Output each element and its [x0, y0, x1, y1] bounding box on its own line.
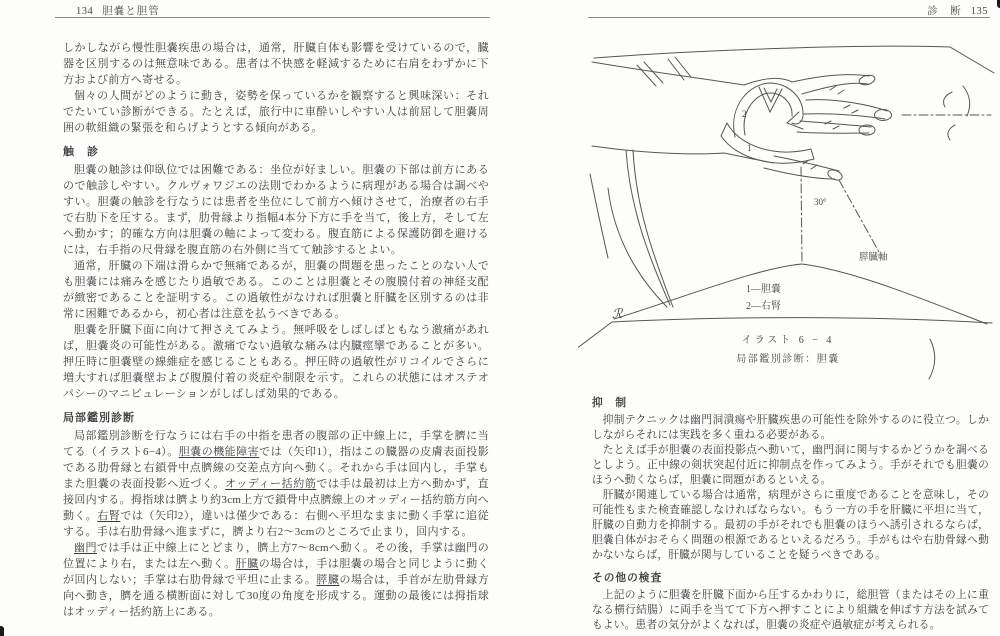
paragraph — [63, 322, 489, 402]
legend-right-kidney: 2—右腎 — [746, 301, 781, 312]
text-column-left — [63, 40, 489, 620]
sleeve-cuff-lines — [637, 57, 691, 86]
text-run: 抑制テクニックは幽門洞潰瘍や肝臓疾患の可能性を除外するのに役立つ。しかしながらそれには実践を多く重ねる必要がある。 — [592, 414, 989, 441]
page-number-left: 134 — [76, 6, 94, 17]
underlined-term: 右腎 — [97, 510, 121, 522]
text-run: 胆嚢の触診は仰臥位では困難である：坐位が好ましい。胆嚢の下部は前方にあるので触診しやすい。クルヴォワジエの法則でわかるように病理がある場合は調べやすい。胆嚢の触診を行なうには患者を坐位にして前方へ傾けさせて，治療者の右手で右肋下を圧する。まず，肋骨縁より指幅4本分下方に手を当て，後上方，そして左へ動かす；的確な方向は胆嚢の軸によって変わる。腹直筋による保護防御を避けるには，右手指の尺骨縁を腹直筋の右外側に当てて触診するとよい。 — [63, 164, 489, 256]
text-run: では手は正中線上にとどまり，臍上方7〜8cmへ動く。その後，手掌は幽門の位置により右，または左へ動く。 — [63, 542, 490, 570]
page-number-right: 135 — [970, 6, 988, 17]
thumbnail — [826, 168, 843, 182]
angle-label: 30° — [814, 197, 827, 207]
costal-margin-line — [594, 46, 994, 73]
pancreas-axis-dashdot — [839, 180, 879, 252]
contour-marks-right — [944, 92, 955, 140]
rotation-arrowhead — [759, 87, 782, 112]
pelvic-mound-curve — [614, 264, 987, 324]
text-run: 個々の人間がどのように動き，姿勢を保っているかを観察すると興味深い：それでたいてい診断ができる。たとえば，旅行中に車酔いしやすい人は前屈して胆嚢周囲の軟組織の緊張を和らげようとする傾向がある。 — [63, 90, 489, 134]
running-header-left — [76, 3, 160, 18]
underlined-term: 幽門 — [74, 542, 97, 554]
index-fingernail — [858, 74, 876, 87]
underlined-term: 胆嚢の機能障害 — [178, 446, 260, 458]
paragraph — [63, 258, 489, 322]
header-rule-right — [588, 17, 990, 18]
hook-arrowhead — [787, 112, 803, 129]
legend-gallbladder: 1—胆嚢 — [746, 284, 781, 295]
text-run: の場合は，手首が左肋骨縁方向へ動き，臍を通る横断面に対して30度の角度を形成する。運動の最後には拇指球はオッディー括約筋上にある。 — [63, 574, 489, 618]
knuckle-top-line — [744, 78, 792, 85]
text-run: たとえば手が胆嚢の表面投影点へ動いて，幽門洞に関与するかどうかを調べるとしよう。正中線の剣状突起付近に抑制点を作ってみよう。手がそれでも胆嚢のほうへ動くならば，胆嚢に問題があるといえる。 — [592, 444, 989, 486]
scan-artifact — [0, 626, 4, 636]
running-title-right: 診 断 — [927, 6, 962, 17]
text-run: 上記のように胆嚢を肝臓下面から圧するかわりに，総胆管（またはその上に重なる横行結腸）に両手を当てて下方へ押すことにより組織を伸ばす方法を試みてもよい。患者の気分がよくなれば，胆嚢の炎症や過敏症が考えられる。 — [592, 589, 989, 631]
paragraph — [592, 443, 989, 488]
underlined-term: 肝臓 — [235, 558, 259, 570]
hand-palpation-illustration — [578, 28, 998, 380]
paragraph — [592, 588, 989, 633]
paragraph — [592, 413, 989, 443]
text-run: 局部鑑別診断を行なうには右手の中指を患者の腹部の正中線上に，手掌を臍に当てる（イラスト6−4）。 — [63, 430, 489, 458]
text-run: 胆嚢を肝臓下面に向けて押さえてみよう。無呼吸をしばしばともなう激痛があれば，胆嚢炎の可能性がある。激痛でない過敏な痛みは内臓痙攣であることが多い。押圧時に胆嚢壁の線維症を感じることもある。押圧時の過敏性がリコイルでさらに増大すれば胆嚢壁および腹膜付着の炎症や制限を示す。これらの状態にはオステオパシーのマニピュレーションがしばしば効果的である。 — [63, 324, 489, 400]
drape-lines — [590, 150, 673, 307]
underlined-term: 膵臓 — [316, 574, 340, 586]
paragraph — [63, 40, 489, 88]
paragraph — [592, 488, 989, 563]
text-run: 通常，肝臓の下端は滑らかで無痛であるが，胆嚢の問題を患ったことのない人でも胆嚢には痛みを感じたり過敏である。このことは胆嚢とその腹膜付着の神経支配が緻密であることを証明する。この過敏性がなければ胆嚢と肝臓を区別するのは非常に困難であるから，初心者は注意を払うべきである。 — [63, 260, 489, 320]
text-run: の場合は，手は胆嚢の場合と同じように動くが回内しない；手掌は右肋骨縁で平坦に止まる。 — [63, 558, 490, 586]
header-rule-left — [55, 17, 490, 18]
text-run: 肝臓が関連している場合は通常，病理がさらに重度であることを意味し，その可能性もまた検査確認しなければならない。もう一方の手を肝臓に平坦に当て，肝臓の自動力を抑制する。最初の手がそれでも胆嚢のほうへ誘引されるならば，胆嚢自体がおそらく問題の根源であるといえるだろう。手がもはや右肋骨縁へ動かないならば，肝臓が関与していることを疑うべきである。 — [592, 489, 990, 561]
paragraph — [63, 88, 489, 136]
arrow-2-label: 2 — [742, 109, 747, 119]
figure-caption-subtitle: 局部鑑別診断：胆嚢 — [736, 354, 840, 365]
running-header-right — [927, 3, 988, 18]
rotation-arrow-inner — [744, 93, 792, 135]
artist-signature: ℛ — [612, 306, 623, 321]
arrow-1-label: 1 — [747, 143, 752, 153]
section-heading: 局部鑑別診断 — [63, 412, 135, 424]
text-column-right — [592, 388, 989, 633]
pancreas-axis-label: 膵臓軸 — [859, 253, 888, 263]
midline-dashdot — [801, 167, 802, 264]
text-run: では（矢印2），違いは僅少である：右側へ平坦なままに動く手掌に追従する。手は右肋骨縁へ進まずに，臍より右2〜3cmのところで止まり，回内する。 — [63, 510, 489, 538]
flank-curve-right — [963, 86, 970, 116]
band-arrow — [721, 123, 814, 163]
figure-caption-title: イラスト 6 − 4 — [741, 335, 835, 346]
text-run: しかしながら慢性胆嚢疾患の場合は，通常，肝臓自体も影響を受けているので，臓器を区別するのは無意味である。患者は不快感を軽減するために右肩をわずかに下方および前方へ寄せる。 — [63, 42, 489, 86]
paragraph — [63, 428, 489, 540]
text-run: では手は最初は上方へ動かず，直接回内する。拇指球は臍より約3cm上方で鎖骨中点臍線上のオッディー括約筋方向へ動く。 — [63, 478, 489, 522]
paragraph — [63, 162, 489, 258]
finger-hatch-marks — [803, 86, 858, 169]
section-heading: 触 診 — [63, 146, 99, 158]
forearm-top-line — [592, 62, 744, 85]
text-run: では（矢印1），指はこの臓器の皮膚表面投影である肋骨縁と右鎖骨中点臍線の交差点方向へ動く。それから手は回内し，手掌もまた胆嚢の表面投影へ近づく。 — [63, 446, 489, 490]
paragraph — [63, 540, 489, 620]
section-heading: その他の検査 — [592, 572, 663, 584]
section-heading: 抑 制 — [592, 397, 628, 409]
underlined-term: オッディー括約筋 — [224, 478, 317, 490]
index-finger — [792, 75, 869, 94]
running-title-left: 胆嚢と胆管 — [102, 6, 160, 17]
